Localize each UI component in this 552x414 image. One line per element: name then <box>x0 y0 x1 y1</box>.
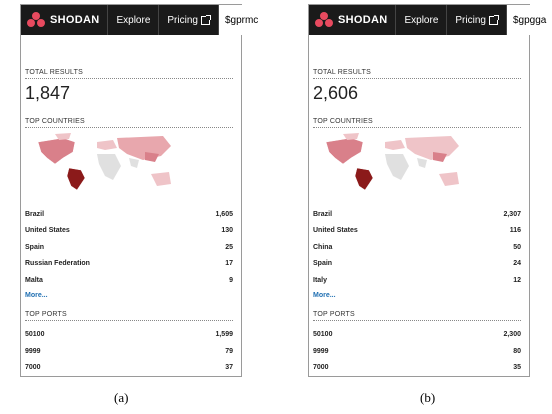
total-results-label: TOTAL RESULTS <box>25 69 233 79</box>
external-link-icon <box>489 16 498 25</box>
more-countries-link[interactable]: More... <box>25 291 48 299</box>
port-count: 1,599 <box>215 331 233 339</box>
port-row[interactable] <box>313 343 521 360</box>
nav-explore-label: Explore <box>116 14 151 26</box>
top-ports-label: TOP PORTS <box>313 311 521 321</box>
world-map <box>25 132 233 198</box>
top-countries-label: TOP COUNTRIES <box>313 118 521 128</box>
port-count: 37 <box>225 364 233 372</box>
country-name: Malta <box>25 276 43 284</box>
port-row[interactable] <box>313 327 521 344</box>
world-map <box>313 132 521 198</box>
country-row[interactable] <box>25 272 233 289</box>
nav-explore-label: Explore <box>404 14 439 26</box>
shodan-logo-icon <box>314 12 334 28</box>
port-number: 50100 <box>25 331 45 339</box>
nav-explore[interactable] <box>108 5 159 35</box>
country-count: 50 <box>513 243 521 251</box>
port-number: 50100 <box>313 331 333 339</box>
nav-pricing-label: Pricing <box>455 14 486 26</box>
nav-explore[interactable] <box>396 5 447 35</box>
country-name: Spain <box>313 260 333 268</box>
search-query-text: $gpgga <box>512 14 547 26</box>
search-query-tab[interactable] <box>507 5 552 35</box>
external-link-icon <box>201 16 210 25</box>
country-row[interactable] <box>25 256 233 273</box>
country-count: 1,605 <box>215 210 233 218</box>
country-row[interactable] <box>25 223 233 240</box>
port-count: 35 <box>513 364 521 372</box>
country-name: Brazil <box>25 210 45 218</box>
shodan-logo[interactable] <box>309 5 396 35</box>
port-list <box>25 327 233 377</box>
caption-b: (b) <box>420 390 436 405</box>
country-name: Brazil <box>313 210 333 218</box>
country-row[interactable] <box>313 239 521 256</box>
shodan-panel-a <box>20 4 259 377</box>
country-name: United States <box>313 227 358 235</box>
more-countries-link[interactable]: More... <box>313 291 336 299</box>
port-row[interactable] <box>25 327 233 344</box>
country-row[interactable] <box>313 206 521 223</box>
port-count: 80 <box>513 347 521 355</box>
port-row[interactable] <box>313 360 521 377</box>
port-count: 2,300 <box>503 331 521 339</box>
port-number: 7000 <box>313 364 329 372</box>
country-list <box>313 206 521 289</box>
country-count: 116 <box>509 227 521 235</box>
country-row[interactable] <box>313 223 521 240</box>
port-count: 79 <box>225 347 233 355</box>
country-name: United States <box>25 227 70 235</box>
navbar <box>21 5 259 35</box>
port-number: 7000 <box>25 364 41 372</box>
country-count: 130 <box>221 227 233 235</box>
country-count: 2,307 <box>503 210 521 218</box>
country-name: Italy <box>313 276 328 284</box>
port-list <box>313 327 521 377</box>
total-results-label: TOTAL RESULTS <box>313 69 521 79</box>
country-name: Russian Federation <box>25 260 90 268</box>
country-count: 17 <box>225 260 233 268</box>
country-name: Spain <box>25 243 45 251</box>
world-map-svg <box>321 132 471 198</box>
port-row[interactable] <box>25 343 233 360</box>
country-count: 24 <box>513 260 521 268</box>
world-map-svg <box>33 132 183 198</box>
country-name: China <box>313 243 333 251</box>
country-row[interactable] <box>313 272 521 289</box>
navbar <box>309 5 547 35</box>
country-row[interactable] <box>313 256 521 273</box>
country-count: 25 <box>225 243 233 251</box>
port-number: 9999 <box>313 347 329 355</box>
search-query-tab[interactable] <box>219 5 264 35</box>
country-list <box>25 206 233 289</box>
search-query-text: $gprmc <box>224 14 259 26</box>
country-count: 9 <box>229 276 233 284</box>
nav-pricing[interactable] <box>159 5 219 35</box>
total-results-value: 1,847 <box>25 83 71 103</box>
top-countries-label: TOP COUNTRIES <box>25 118 233 128</box>
shodan-logo[interactable] <box>21 5 108 35</box>
logo-text: SHODAN <box>50 14 100 26</box>
top-ports-label: TOP PORTS <box>25 311 233 321</box>
logo-text: SHODAN <box>338 14 388 26</box>
nav-pricing-label: Pricing <box>167 14 198 26</box>
port-number: 9999 <box>25 347 41 355</box>
shodan-logo-icon <box>26 12 46 28</box>
country-row[interactable] <box>25 239 233 256</box>
country-row[interactable] <box>25 206 233 223</box>
caption-a: (a) <box>114 390 129 405</box>
port-row[interactable] <box>25 360 233 377</box>
total-results-value: 2,606 <box>313 83 359 103</box>
shodan-panel-b <box>308 4 547 377</box>
country-count: 12 <box>513 276 521 284</box>
nav-pricing[interactable] <box>447 5 507 35</box>
